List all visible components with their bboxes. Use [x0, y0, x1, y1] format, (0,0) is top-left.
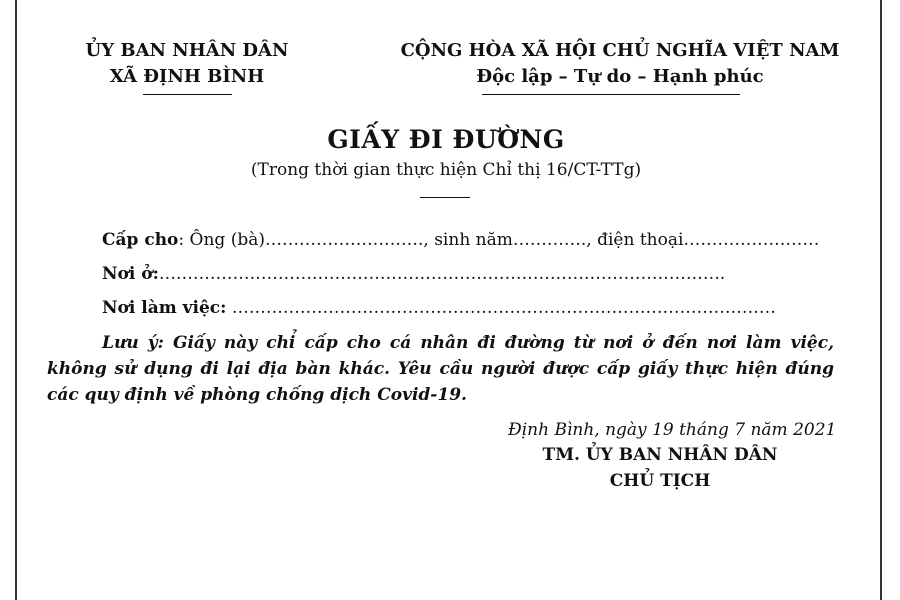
document-subtitle: (Trong thời gian thực hiện Chỉ thị 16/CT-TTg)	[250, 160, 642, 180]
field-noi-o	[102, 264, 725, 284]
title-underline	[420, 197, 470, 198]
page-right-border	[880, 0, 882, 600]
issuer-line2: XÃ ĐỊNH BÌNH	[109, 66, 265, 87]
national-motto: Độc lập – Tự do – Hạnh phúc	[476, 66, 764, 87]
page-left-border	[15, 0, 17, 600]
field-noi-lam-viec	[102, 298, 776, 318]
field-noi-lam-viec-value: ……………………………………………………………………………………	[226, 298, 776, 318]
issuer-line1: ỦY BAN NHÂN DÂN	[85, 40, 289, 61]
field-noi-lam-viec-label: Nơi làm việc:	[102, 298, 227, 318]
signature-org: TM. ỦY BAN NHÂN DÂN	[542, 445, 778, 465]
field-noi-o-label: Nơi ở:	[102, 264, 159, 284]
issuer-underline	[143, 94, 232, 95]
document-title: GIẤY ĐI ĐƯỜNG	[327, 125, 565, 154]
field-cap-cho	[102, 230, 819, 250]
place-date: Định Bình, ngày 19 tháng 7 năm 2021	[508, 420, 837, 440]
field-noi-o-value: ……………………………………………………………………………………….	[158, 264, 726, 284]
motto-underline	[482, 94, 740, 95]
national-title: CỘNG HÒA XÃ HỘI CHỦ NGHĨA VIỆT NAM	[400, 40, 840, 61]
note-paragraph	[47, 330, 834, 408]
note-text: Lưu ý: Giấy này chỉ cấp cho cá nhân đi đường từ nơi ở đến nơi làm việc, không sử dụng đi lại địa bàn khác. Yêu cầu người được cấp giấy thực hiện đúng các quy định về phòng chống dịch Covid-19.	[47, 333, 834, 405]
field-cap-cho-value: : Ông (bà)………………………., sinh năm…………., điện thoại……………………	[178, 230, 820, 250]
signature-position: CHỦ TỊCH	[609, 471, 711, 491]
field-cap-cho-label: Cấp cho	[102, 230, 179, 250]
